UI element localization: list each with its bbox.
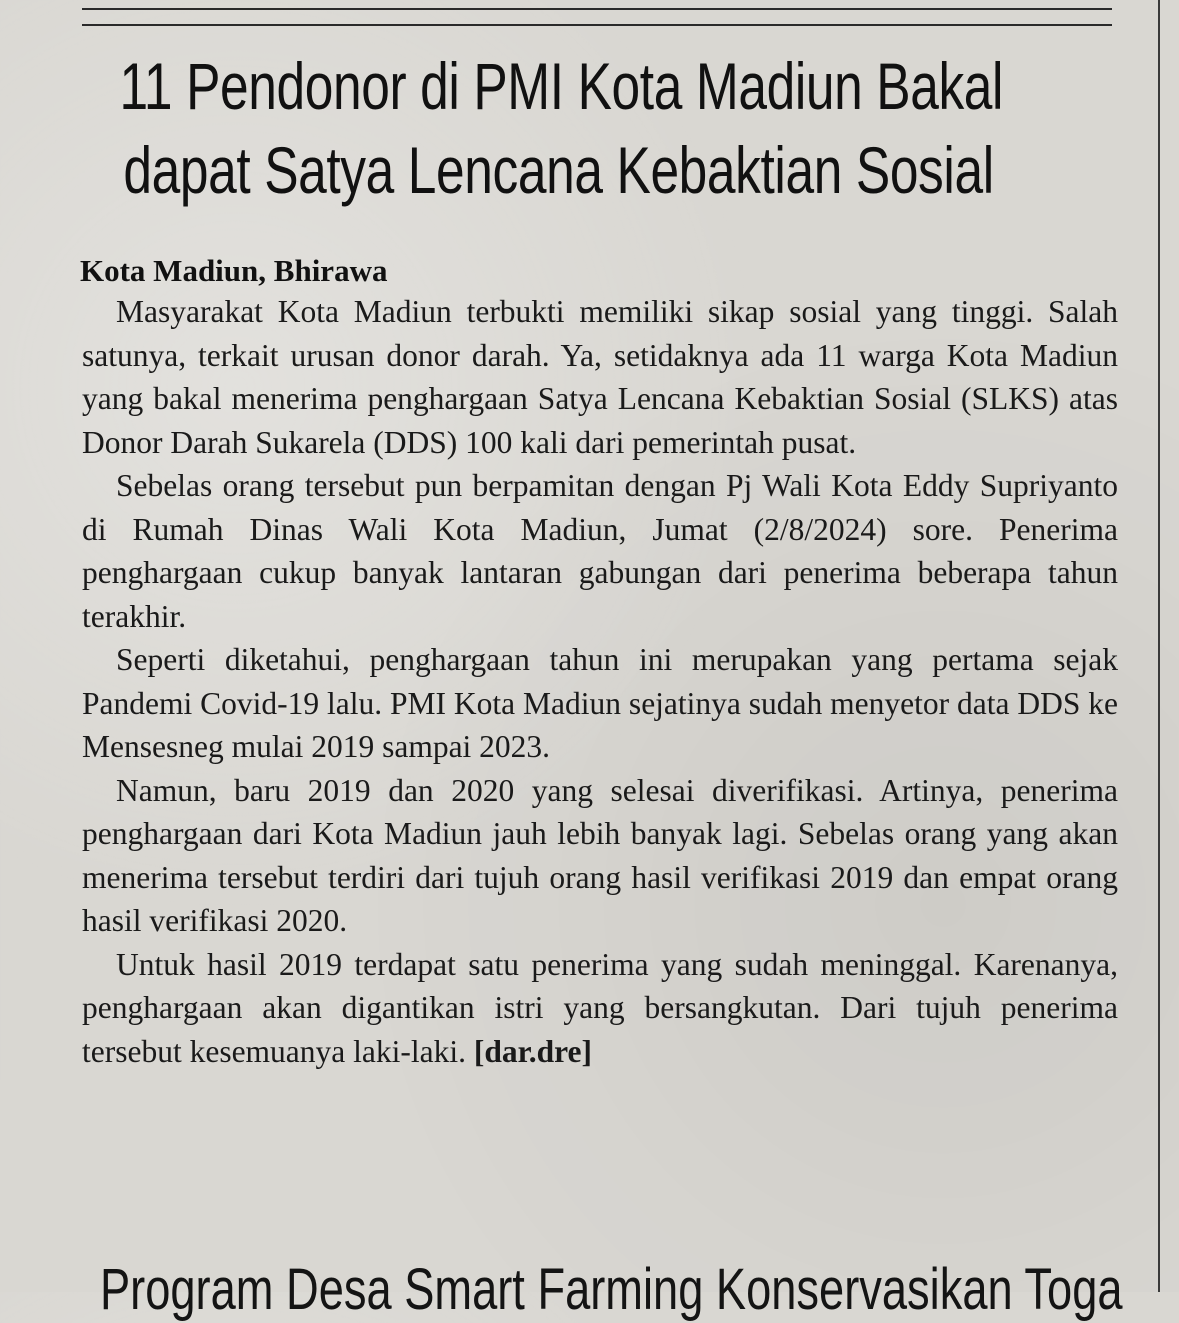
article-headline [100, 44, 1106, 212]
next-article-headline: Program Desa Smart Farming Konservasikan Toga [100, 1257, 1123, 1322]
top-rule [82, 8, 1112, 10]
author-signature: [dar.dre] [473, 1033, 592, 1069]
paragraph-3: Seperti diketahui, penghargaan tahun ini merupakan yang pertama sejak Pandemi Covid-19 lalu. PMI Kota Madiun sejatinya sudah menyetor data DDS ke Mensesneg mulai 2019 sampai 2023. [82, 642, 1118, 764]
headline-line-1: 11 Pendonor di PMI Kota Madiun Bakal [119, 49, 1004, 123]
paragraph-5 [82, 943, 1118, 1074]
top-rule-secondary [82, 24, 1112, 26]
headline-line-2: dapat Satya Lencana Kebaktian Sosial [123, 133, 994, 207]
paragraph-5-text: Untuk hasil 2019 terdapat satu penerima yang sudah meninggal. Karenanya, penghargaan akan digantikan istri yang bersangkutan. Dari tujuh penerima tersebut kesemuanya laki-laki. [82, 946, 1118, 1069]
column-divider [1158, 0, 1160, 1292]
paragraph-4: Namun, baru 2019 dan 2020 yang selesai diverifikasi. Artinya, penerima penghargaan dari Kota Madiun jauh lebih banyak lagi. Sebelas orang yang akan menerima tersebut terdiri dari tujuh orang hasil verifikasi 2019 dan empat orang hasil verifikasi 2020. [82, 772, 1118, 938]
article-body [82, 290, 1118, 1073]
dateline: Kota Madiun, Bhirawa [80, 253, 388, 288]
paragraph-2: Sebelas orang tersebut pun berpamitan dengan Pj Wali Kota Eddy Supriyanto di Rumah Dinas Wali Kota Madiun, Jumat (2/8/2024) sore. Penerima penghargaan cukup banyak lantaran gabungan dari penerima beberapa tahun terakhir. [82, 468, 1118, 634]
paragraph-1: Masyarakat Kota Madiun terbukti memiliki sikap sosial yang tinggi. Salah satunya, terkait urusan donor darah. Ya, setidaknya ada 11 warga Kota Madiun yang bakal menerima penghargaan Satya Lencana Kebaktian Sosial (SLKS) atas Donor Darah Sukarela (DDS) 100 kali dari pemerintah pusat. [82, 294, 1118, 460]
